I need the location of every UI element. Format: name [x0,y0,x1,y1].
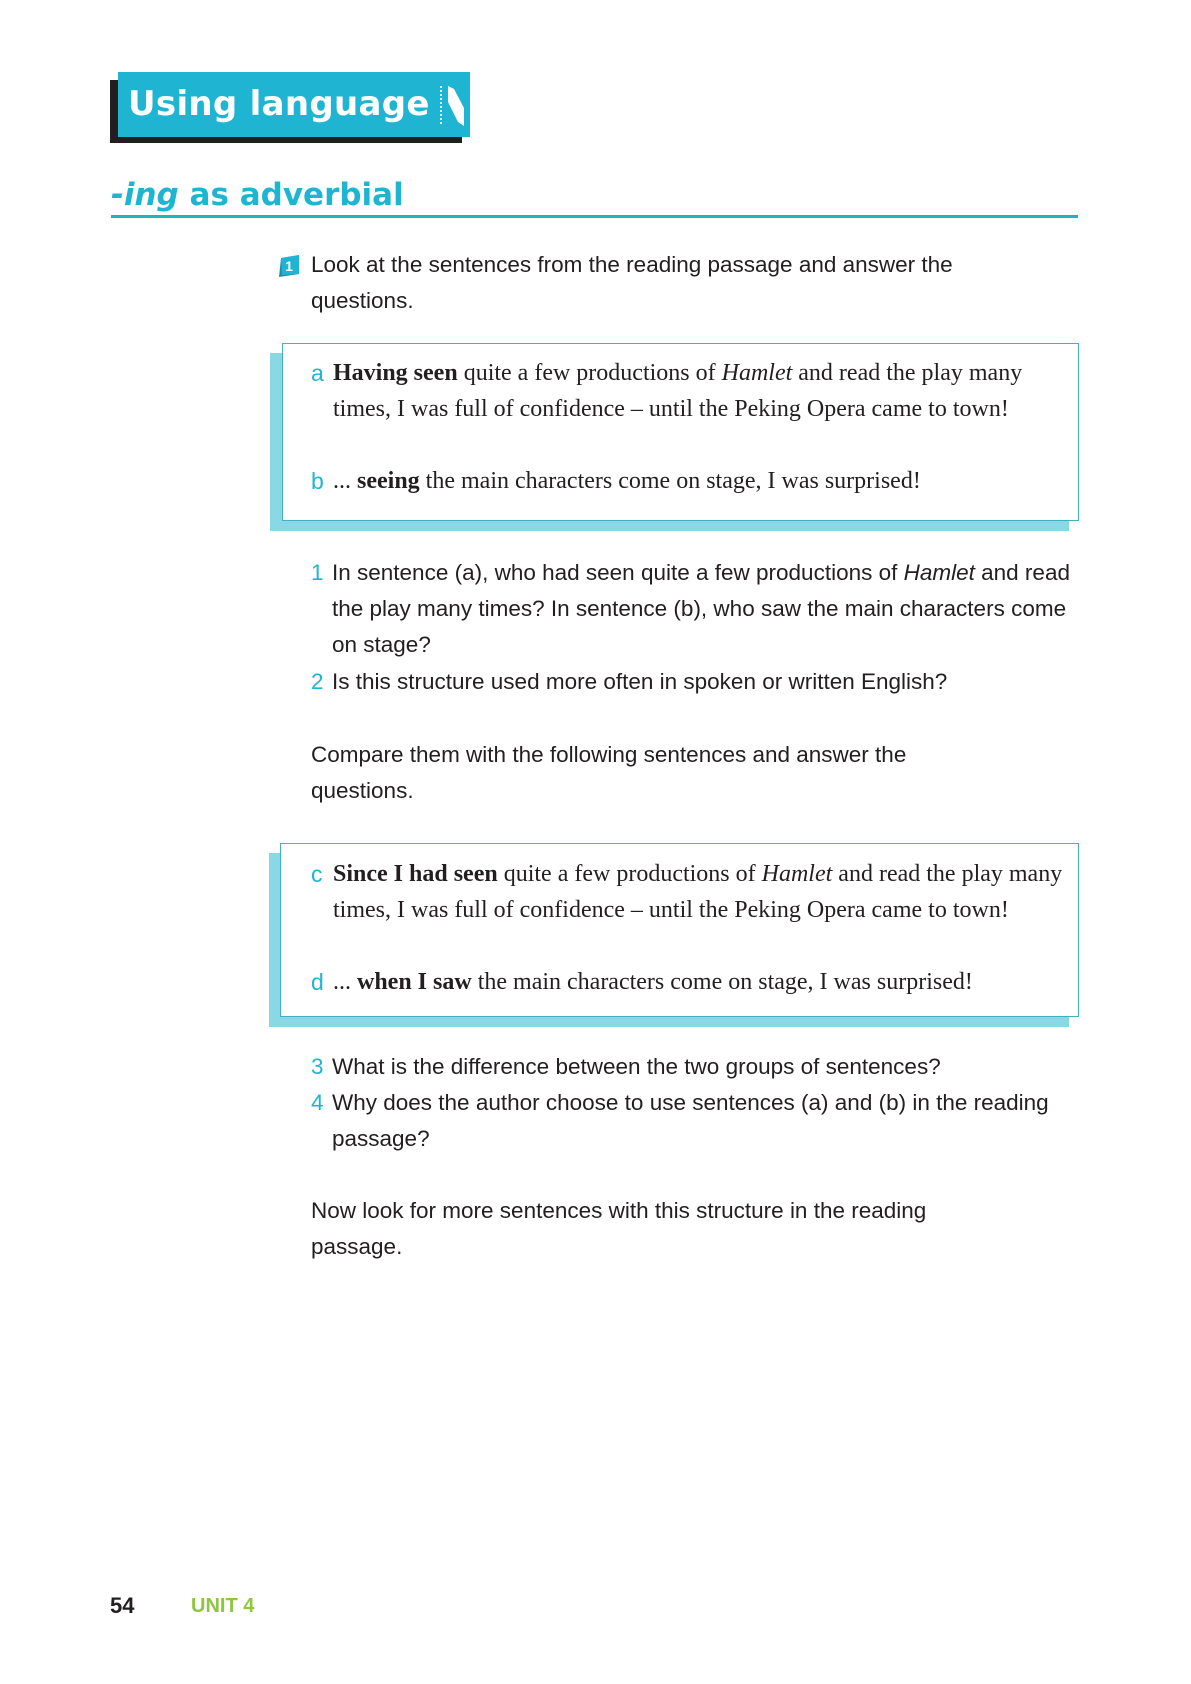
example-text: and read the play many times, I was full of confidence – until the Peking Opera came to town! [333,861,1063,923]
example-b [311,463,1071,499]
question-number: 2 [311,669,324,694]
question-number: 4 [311,1090,324,1115]
question-3 [311,1049,1081,1085]
banner-dotted-divider [440,86,442,124]
example-label: d [311,969,324,995]
question-text: What is the difference between the two groups of sentences? [332,1054,941,1079]
unit-label: UNIT 4 [191,1595,255,1617]
example-bold: Having seen [333,360,458,386]
final-instruction: Now look for more sentences with this structure in the reading passage. [311,1198,927,1259]
question-number: 1 [311,560,324,585]
compare-instruction: Compare them with the following sentences and answer the questions. [311,742,907,803]
example-a [311,355,1071,427]
question-text: and read the play many times? In sentence (b), who saw the main characters come on stage? [332,560,1070,657]
example-text: the main characters come on stage, I was surprised! [471,969,973,995]
example-label: c [311,861,323,887]
question-italic: Hamlet [903,560,975,585]
example-bold: seeing [357,468,420,494]
question-text: Is this structure used more often in spoken or written English? [332,669,948,694]
question-4 [311,1085,1081,1157]
heading-italic-part: -ing [111,177,179,213]
example-text: and read the play many times, I was full of confidence – until the Peking Opera came to town! [333,360,1023,422]
question-text: Why does the author choose to use sentences (a) and (b) in the reading passage? [332,1090,1049,1151]
question-2 [311,664,1081,700]
section-rule [111,215,1078,218]
page-number: 54 [110,1593,135,1618]
example-c [311,856,1071,928]
example-text: the main characters come on stage, I was surprised! [419,468,921,494]
example-italic: Hamlet [761,861,833,887]
activity-number-badge-icon [278,254,300,278]
heading-rest: as adverbial [178,177,404,213]
example-bold: when I saw [357,969,472,995]
question-text: In sentence (a), who had seen quite a few productions of [332,560,904,585]
example-label: b [311,468,324,494]
example-bold: Since I had seen [333,861,498,887]
question-number: 3 [311,1054,324,1079]
bookmark-tab-icon [446,86,466,126]
example-prefix: ... [333,969,357,995]
svg-text:1: 1 [285,258,293,274]
banner-title: Using language [128,84,430,124]
example-label: a [311,360,324,386]
example-text: quite a few productions of [457,360,722,386]
section-heading [111,175,404,215]
example-d [311,964,1071,1000]
activity-instruction: Look at the sentences from the reading passage and answer the questions. [311,252,953,313]
example-prefix: ... [333,468,357,494]
question-1 [311,555,1081,663]
example-text: quite a few productions of [497,861,762,887]
example-italic: Hamlet [721,360,793,386]
